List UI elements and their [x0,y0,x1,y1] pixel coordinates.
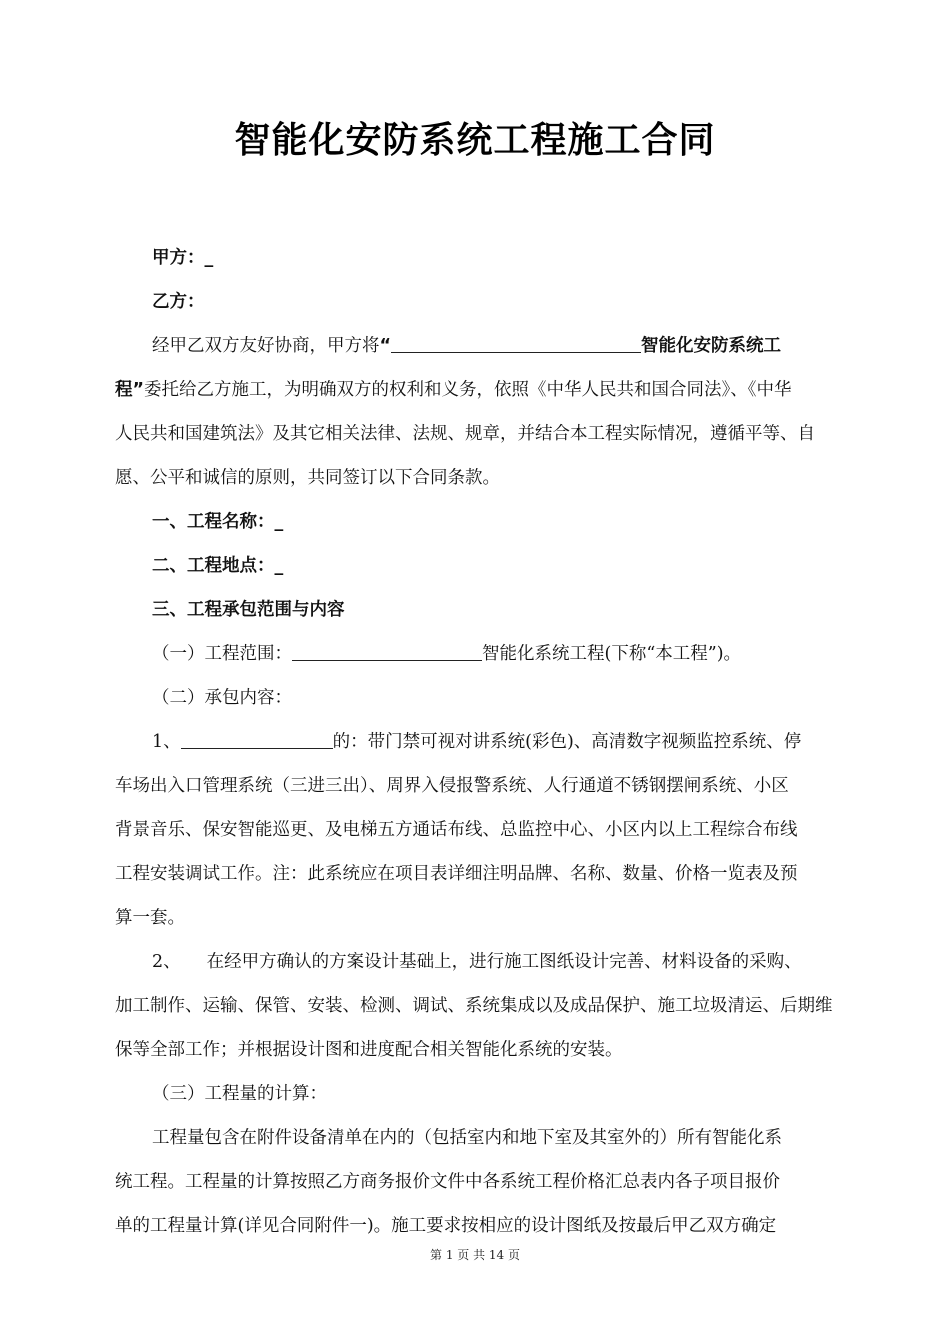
item1-line-4: 工程安装调试工作。注：此系统应在项目表详细注明品牌、名称、数量、价格一览表及预 [115,864,798,884]
item-number: 2、 [152,952,181,972]
party-a-line [152,246,877,270]
item1-blank [181,730,333,749]
item2-text: 在经甲方确认的方案设计基础上，进行施工图纸设计完善、材料设备的采购、 [206,952,802,972]
section-label: 二、工程地点： [152,556,275,576]
quantity-line-1: 工程量包含在附件设备清单在内的（包括室内和地下室及其室外的）所有智能化系 [152,1128,782,1148]
section-project-location [152,554,877,578]
quote-open: “ [379,336,392,356]
item1-line-1 [152,730,840,754]
item1-line-2: 车场出入口管理系统（三进三出）、周界入侵报警系统、人行通道不锈钢摆闸系统、小区 [115,776,789,796]
item1-text: 的：带门禁可视对讲系统(彩色)、高清数字视频监控系统、停 [332,732,802,752]
intro-bold-prefix: 程” [115,380,145,400]
intro-line-3: 人民共和国建筑法》及其它相关法律、法规、规章，并结合本工程实际情况，遵循平等、自 [115,424,815,444]
intro-line-2 [115,378,840,402]
section-scope-heading: 三、工程承包范围与内容 [152,600,345,620]
intro-text: 经甲乙双方友好协商，甲方将 [152,336,380,356]
party-b-line [152,290,877,314]
item1-line-3: 背景音乐、保安智能巡更、及电梯五方通话布线、总监控中心、小区内以上工程综合布线 [115,820,798,840]
page-footer: 第 1 页 共 14 页 [430,1248,520,1262]
section-project-name [152,510,877,534]
project-name-blank [391,334,641,353]
scope-line [152,642,877,666]
item2-line-2: 加工制作、运输、保管、安装、检测、调试、系统集成以及成品保护、施工垃圾清运、后期维 [115,996,833,1016]
item2-line-1 [152,950,840,974]
section-value: _ [274,556,284,576]
party-b-label: 乙方： [152,292,205,312]
scope-suffix: 智能化系统工程(下称“本工程”)。 [482,644,742,664]
party-a-value: _ [204,248,214,268]
section-value: _ [274,512,284,532]
scope-blank [292,642,482,661]
quantity-heading: （三）工程量的计算： [152,1084,327,1104]
section-label: 一、工程名称： [152,512,275,532]
item2-line-3: 保等全部工作；并根据设计图和进度配合相关智能化系统的安装。 [115,1040,623,1060]
intro-bold-suffix: 智能化安防系统工 [641,336,782,356]
party-a-label: 甲方： [152,248,205,268]
intro-line-1 [152,334,840,358]
document-title: 智能化安防系统工程施工合同 [234,120,716,161]
scope-label: （一）工程范围： [152,644,292,664]
intro-text: 委托给乙方施工，为明确双方的权利和义务，依照《中华人民共和国合同法》、《中华 [144,380,792,400]
content-heading: （二）承包内容： [152,688,292,708]
intro-line-4: 愿、公平和诚信的原则，共同签订以下合同条款。 [115,468,500,488]
quantity-line-2: 统工程。工程量的计算按照乙方商务报价文件中各系统工程价格汇总表内各子项目报价 [115,1172,780,1192]
item-number: 1、 [152,732,181,752]
item1-line-5: 算一套。 [115,908,185,928]
quantity-line-3: 单的工程量计算(详见合同附件一)。施工要求按相应的设计图纸及按最后甲乙双方确定 [115,1216,777,1236]
